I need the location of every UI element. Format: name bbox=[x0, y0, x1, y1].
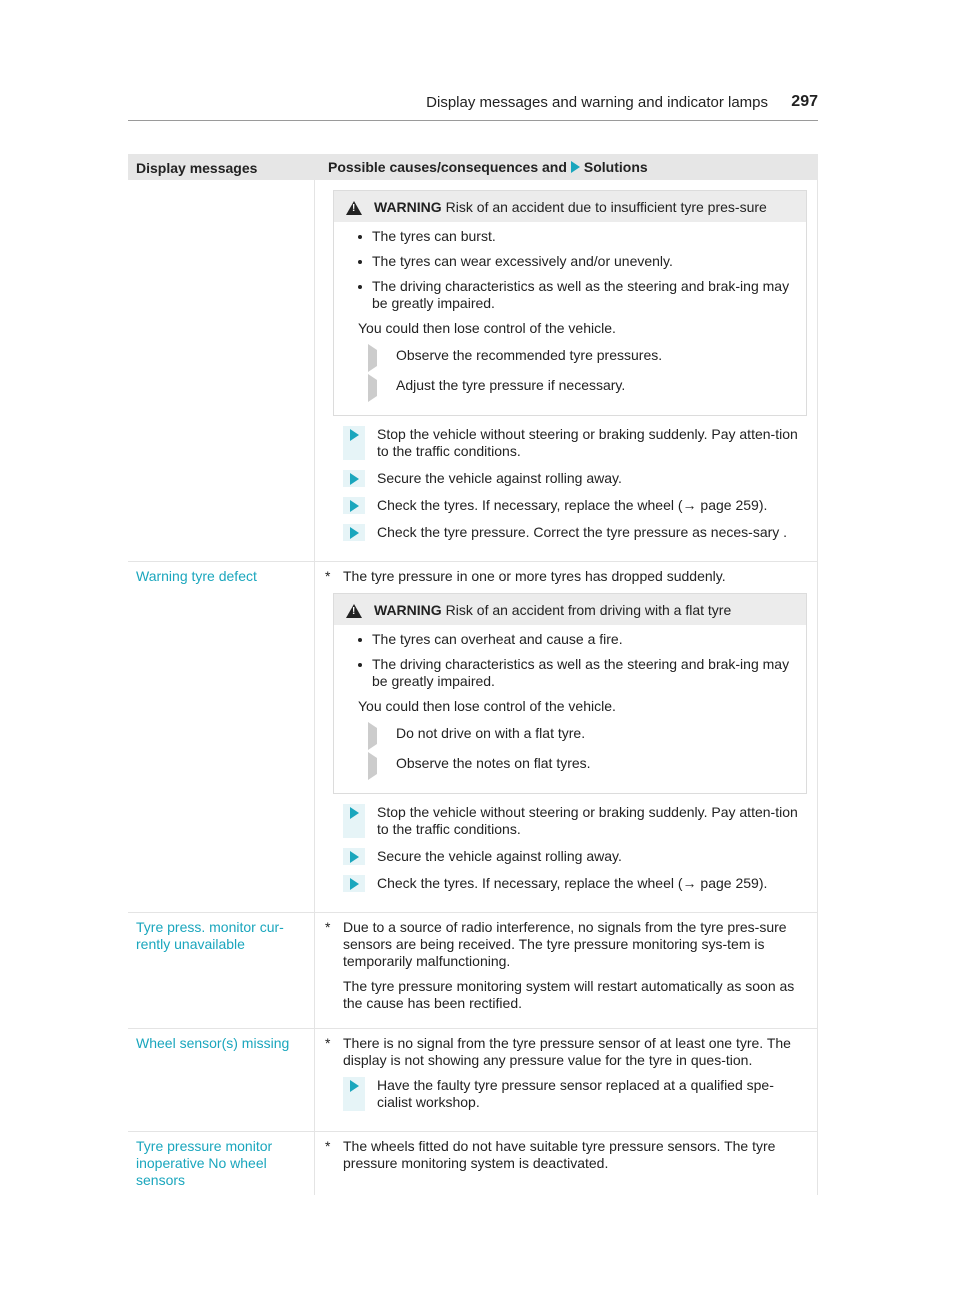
step-arrow-icon bbox=[350, 1080, 359, 1092]
solution-cell bbox=[315, 562, 818, 912]
cause-text: * There is no signal from the tyre pressure sensor of at least one tyre. The display is not showing any pressure value for the tyre in ques-tion. bbox=[325, 1035, 791, 1068]
cause-text: * The tyre pressure in one or more tyres has dropped suddenly. bbox=[325, 568, 726, 584]
solution-step: Secure the vehicle against rolling away. bbox=[343, 848, 807, 865]
table-header bbox=[128, 154, 818, 180]
step-arrow-icon bbox=[350, 527, 359, 539]
warning-body bbox=[334, 625, 806, 793]
solution-cell bbox=[315, 180, 818, 561]
page-header-title: Display messages and warning and indicator lamps bbox=[426, 94, 768, 111]
warning-header bbox=[334, 191, 806, 222]
step-arrow-icon bbox=[368, 344, 377, 372]
solution-step: Secure the vehicle against rolling away. bbox=[343, 470, 807, 487]
step-arrow-icon bbox=[368, 374, 377, 402]
warning-box bbox=[333, 190, 807, 416]
step-arrow-icon bbox=[350, 807, 359, 819]
col-solutions-label: Solutions bbox=[583, 159, 648, 175]
warning-text: Risk of an accident from driving with a flat tyre bbox=[445, 602, 732, 618]
display-messages-table bbox=[128, 154, 818, 1195]
list-item: The tyres can burst. bbox=[358, 228, 796, 245]
warning-box bbox=[333, 593, 807, 794]
solution-step: Have the faulty tyre pressure sensor replaced at a qualified spe-cialist workshop. bbox=[343, 1077, 807, 1111]
cause-text: * Due to a source of radio interference, no signals from the tyre pres-sure sensors are being received. The tyre pressure monitoring sys-tem is temporarily malfunctioning. bbox=[325, 919, 787, 969]
col-causes-solutions bbox=[314, 154, 818, 180]
table-row bbox=[128, 1132, 818, 1195]
step-arrow-icon bbox=[350, 473, 359, 485]
cause-text: * The wheels fitted do not have suitable tyre pressure sensors. The tyre pressure monitoring system is deactivated. bbox=[325, 1138, 776, 1171]
table-row bbox=[128, 913, 818, 1029]
solution-step: Stop the vehicle without steering or braking suddenly. Pay atten-tion to the traffic conditions. bbox=[343, 804, 807, 838]
cause-extra-text: The tyre pressure monitoring system will restart automatically as soon as the cause has been rectified. bbox=[343, 978, 795, 1011]
bullet-icon bbox=[358, 235, 362, 239]
solution-step: Check the tyres. If necessary, replace the wheel (→ page 259). bbox=[343, 497, 807, 514]
step-arrow-icon bbox=[350, 878, 359, 890]
solution-cell bbox=[315, 913, 818, 1028]
solution-step: Check the tyres. If necessary, replace the wheel (→ page 259). bbox=[343, 875, 807, 892]
warning-note: You could then lose control of the vehicle. bbox=[358, 320, 616, 336]
message-cell: Tyre pressure monitor inoperative No wheel sensors bbox=[128, 1132, 315, 1195]
table-row bbox=[128, 180, 818, 562]
warning-label: WARNING bbox=[374, 199, 442, 215]
step-arrow-icon bbox=[368, 722, 377, 750]
warning-header bbox=[334, 594, 806, 625]
col-causes-label: Possible causes/consequences and bbox=[328, 159, 567, 175]
list-item: The driving characteristics as well as the steering and brak-ing may be greatly impaired. bbox=[358, 278, 796, 312]
inner-step: Adjust the tyre pressure if necessary. bbox=[362, 377, 796, 397]
warning-triangle-icon: ! bbox=[344, 602, 364, 619]
message-cell: Tyre press. monitor cur-rently unavailable bbox=[128, 913, 315, 1028]
list-item: The tyres can overheat and cause a fire. bbox=[358, 631, 796, 648]
list-item: The tyres can wear excessively and/or unevenly. bbox=[358, 253, 796, 270]
inner-step: Do not drive on with a flat tyre. bbox=[362, 725, 796, 745]
solution-step: Stop the vehicle without steering or braking suddenly. Pay atten-tion to the traffic conditions. bbox=[343, 426, 807, 460]
solution-cell bbox=[315, 1029, 818, 1131]
step-arrow-icon bbox=[368, 752, 377, 780]
inner-step: Observe the recommended tyre pressures. bbox=[362, 347, 796, 367]
list-item: The driving characteristics as well as the steering and brak-ing may be greatly impaired. bbox=[358, 656, 796, 690]
message-cell: Wheel sensor(s) missing bbox=[128, 1029, 315, 1131]
message-cell bbox=[128, 180, 315, 561]
step-arrow-icon bbox=[350, 429, 359, 441]
message-cell: Warning tyre defect bbox=[128, 562, 315, 912]
table-row bbox=[128, 562, 818, 913]
solution-cell bbox=[315, 1132, 818, 1195]
solution-step: Check the tyre pressure. Correct the tyre pressure as neces-sary . bbox=[343, 524, 807, 541]
bullet-icon bbox=[358, 663, 362, 667]
warning-note: You could then lose control of the vehicle. bbox=[358, 698, 616, 714]
warning-text: Risk of an accident due to insufficient tyre pres-sure bbox=[445, 199, 767, 215]
warning-label: WARNING bbox=[374, 602, 442, 618]
table-row bbox=[128, 1029, 818, 1132]
warning-triangle-icon: ! bbox=[344, 199, 364, 216]
col-display-messages: Display messages bbox=[136, 160, 258, 176]
page-header bbox=[128, 94, 818, 121]
warning-body bbox=[334, 222, 806, 415]
page-number: 297 bbox=[791, 93, 818, 110]
inner-step: Observe the notes on flat tyres. bbox=[362, 755, 796, 775]
bullet-icon bbox=[358, 285, 362, 289]
arrow-right-icon bbox=[571, 161, 580, 173]
bullet-icon bbox=[358, 260, 362, 264]
step-arrow-icon bbox=[350, 851, 359, 863]
step-arrow-icon bbox=[350, 500, 359, 512]
bullet-icon bbox=[358, 638, 362, 642]
